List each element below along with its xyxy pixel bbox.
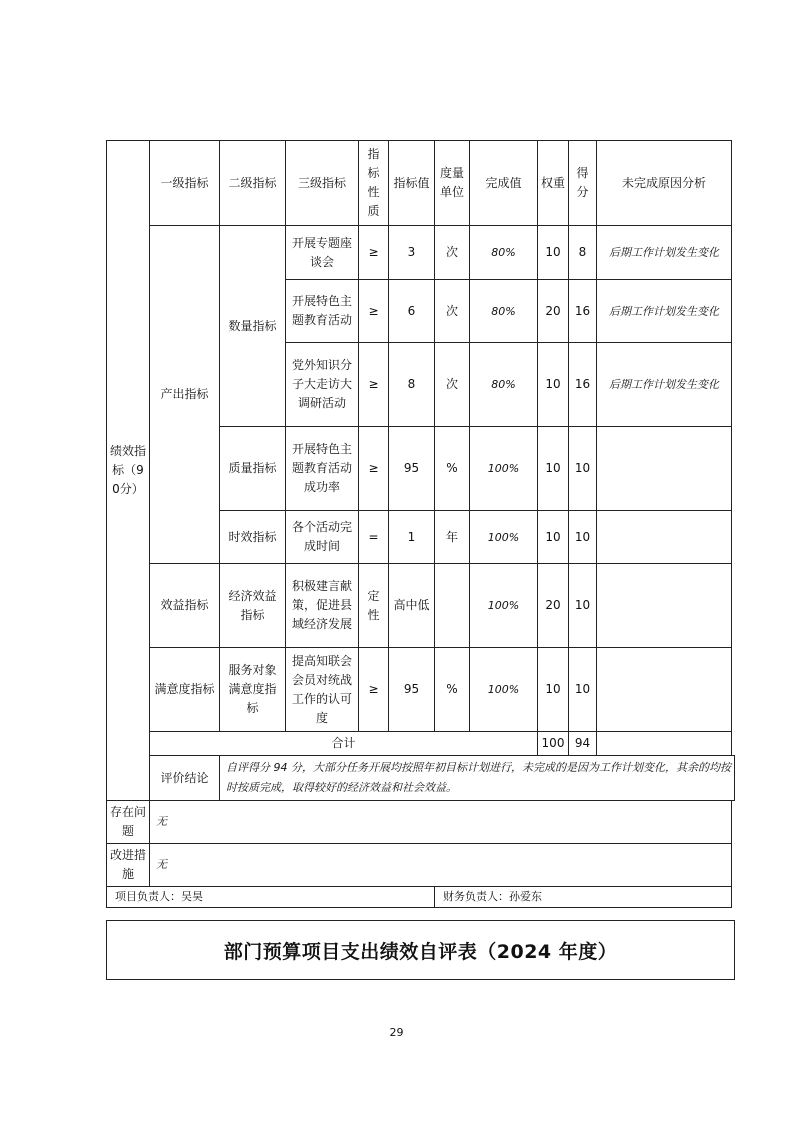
row-unit: %: [435, 648, 470, 732]
row-score: 8: [569, 226, 597, 280]
row-reason: [597, 427, 732, 511]
row-unit: [435, 564, 470, 648]
row-reason: 后期工作计划发生变化: [597, 343, 732, 427]
project-lead: 项目负责人：吴昊: [107, 887, 435, 908]
page-number: 29: [389, 1026, 404, 1039]
row-name: 开展专题座谈会: [286, 226, 359, 280]
next-table-title: 部门预算项目支出绩效自评表（2024 年度）: [106, 920, 735, 980]
row-done: 80%: [470, 280, 538, 343]
improvements-text: 无: [150, 844, 732, 887]
row-score: 16: [569, 343, 597, 427]
category-cell: 绩效指标（90分）: [107, 141, 150, 801]
signature-row: [107, 887, 735, 908]
row-nature: ≥: [359, 427, 389, 511]
problems-text: 无: [150, 801, 732, 844]
row-value: 8: [389, 343, 435, 427]
table-row: [107, 648, 735, 732]
row-nature: =: [359, 511, 389, 564]
row-score: 10: [569, 511, 597, 564]
row-name: 党外知识分子大走访大调研活动: [286, 343, 359, 427]
row-name: 提高知联会会员对统战工作的认可度: [286, 648, 359, 732]
row-done: 100%: [470, 511, 538, 564]
economic-benefit-indicator: 经济效益指标: [220, 564, 286, 648]
service-satisfaction-indicator: 服务对象满意度指标: [220, 648, 286, 732]
row-weight: 20: [538, 564, 569, 648]
row-value: 6: [389, 280, 435, 343]
row-score: 10: [569, 564, 597, 648]
table-header-row: [107, 141, 735, 226]
row-value: 3: [389, 226, 435, 280]
evaluation-label: 评价结论: [150, 756, 220, 801]
quality-indicator: 质量指标: [220, 427, 286, 511]
header-level3: 三级指标: [286, 141, 359, 226]
problems-label: 存在问题: [107, 801, 150, 844]
evaluation-row: [107, 756, 735, 801]
total-score: 94: [569, 732, 597, 756]
header-reason: 未完成原因分析: [597, 141, 732, 226]
row-value: 1: [389, 511, 435, 564]
row-weight: 10: [538, 427, 569, 511]
table-row: [107, 564, 735, 648]
row-score: 10: [569, 648, 597, 732]
row-unit: 年: [435, 511, 470, 564]
improvements-label: 改进措施: [107, 844, 150, 887]
row-nature: ≥: [359, 280, 389, 343]
row-reason: 后期工作计划发生变化: [597, 226, 732, 280]
total-row: [107, 732, 735, 756]
row-score: 10: [569, 427, 597, 511]
output-indicator: 产出指标: [150, 226, 220, 564]
benefit-indicator: 效益指标: [150, 564, 220, 648]
improvements-row: [107, 844, 735, 887]
row-nature: ≥: [359, 343, 389, 427]
header-level2: 二级指标: [220, 141, 286, 226]
row-nature: ≥: [359, 648, 389, 732]
row-unit: 次: [435, 280, 470, 343]
row-name: 开展特色主题教育活动成功率: [286, 427, 359, 511]
row-done: 100%: [470, 648, 538, 732]
total-label: 合计: [150, 732, 538, 756]
header-nature: 指标性质: [359, 141, 389, 226]
row-reason: [597, 511, 732, 564]
row-name: 各个活动完成时间: [286, 511, 359, 564]
row-done: 100%: [470, 564, 538, 648]
row-name: 积极建言献策，促进县域经济发展: [286, 564, 359, 648]
header-weight: 权重: [538, 141, 569, 226]
header-done: 完成值: [470, 141, 538, 226]
row-done: 100%: [470, 427, 538, 511]
row-reason: [597, 564, 732, 648]
row-weight: 10: [538, 511, 569, 564]
row-value: 95: [389, 427, 435, 511]
row-weight: 10: [538, 343, 569, 427]
row-score: 16: [569, 280, 597, 343]
row-unit: %: [435, 427, 470, 511]
header-unit: 度量单位: [435, 141, 470, 226]
timeliness-indicator: 时效指标: [220, 511, 286, 564]
table-row: [107, 226, 735, 280]
total-reason: [597, 732, 732, 756]
row-weight: 20: [538, 280, 569, 343]
row-done: 80%: [470, 226, 538, 280]
satisfaction-indicator: 满意度指标: [150, 648, 220, 732]
problems-row: [107, 801, 735, 844]
header-level1: 一级指标: [150, 141, 220, 226]
row-done: 80%: [470, 343, 538, 427]
row-value: 高中低: [389, 564, 435, 648]
row-weight: 10: [538, 226, 569, 280]
row-unit: 次: [435, 226, 470, 280]
row-reason: [597, 648, 732, 732]
header-score: 得分: [569, 141, 597, 226]
total-weight: 100: [538, 732, 569, 756]
quantity-indicator: 数量指标: [220, 226, 286, 427]
row-weight: 10: [538, 648, 569, 732]
finance-lead: 财务负责人：孙爱东: [435, 887, 732, 908]
performance-table: [106, 140, 735, 908]
row-nature: ≥: [359, 226, 389, 280]
evaluation-text: 自评得分 94 分，大部分任务开展均按照年初目标计划进行，未完成的是因为工作计划变化，其余的均按时按质完成，取得较好的经济效益和社会效益。: [220, 756, 735, 801]
row-name: 开展特色主题教育活动: [286, 280, 359, 343]
row-value: 95: [389, 648, 435, 732]
header-value: 指标值: [389, 141, 435, 226]
row-reason: 后期工作计划发生变化: [597, 280, 732, 343]
row-unit: 次: [435, 343, 470, 427]
row-nature: 定性: [359, 564, 389, 648]
